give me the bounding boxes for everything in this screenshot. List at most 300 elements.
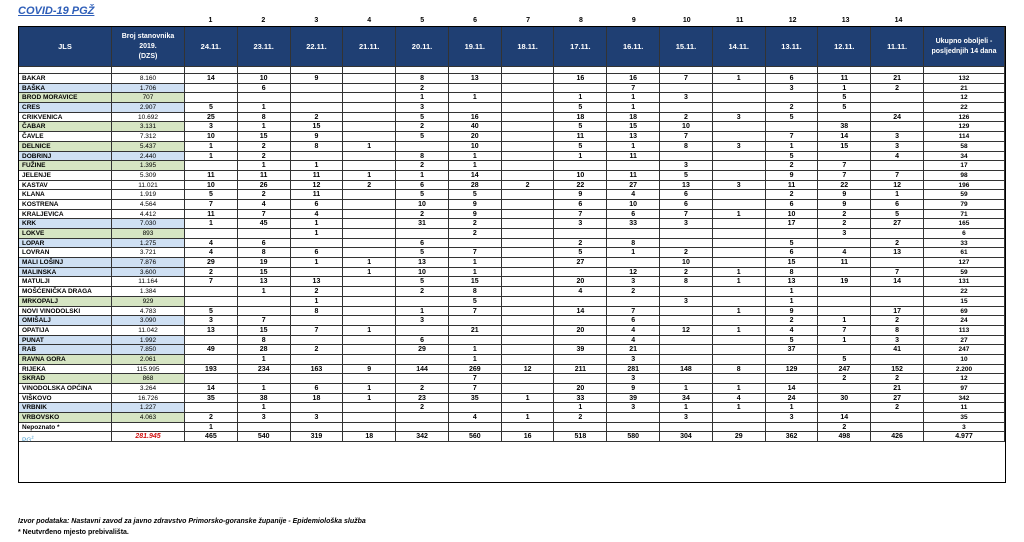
- day-cell: 2: [871, 403, 924, 413]
- total-cell: 98: [924, 171, 1005, 181]
- day-cell: 2: [238, 142, 291, 152]
- total-cell: 22: [924, 287, 1005, 297]
- total-cell: 3: [924, 423, 1005, 433]
- day-cell: 1: [713, 74, 766, 84]
- day-cell: [502, 84, 555, 94]
- day-cell: [713, 248, 766, 258]
- day-cell: 14: [185, 74, 238, 84]
- day-cell: 2: [766, 161, 819, 171]
- day-cell: 7: [238, 210, 291, 220]
- day-cell: 12: [291, 181, 344, 191]
- day-cell: [554, 423, 607, 433]
- day-cell: 6: [871, 200, 924, 210]
- day-cell: 1: [291, 297, 344, 307]
- day-cell: [343, 229, 396, 239]
- header-gap-cell: [449, 67, 502, 74]
- day-cell: 2: [449, 219, 502, 229]
- day-cell: 10: [554, 171, 607, 181]
- day-cell: 27: [607, 181, 660, 191]
- day-cell: 7: [449, 374, 502, 384]
- day-cell: 5: [185, 307, 238, 317]
- day-cell: 8: [607, 239, 660, 249]
- day-cell: 10: [238, 74, 291, 84]
- day-cell: [185, 297, 238, 307]
- day-cell: 14: [818, 132, 871, 142]
- day-cell: 2: [818, 423, 871, 433]
- total-cell: 22: [924, 103, 1005, 113]
- jls-name: BAŠKA: [19, 84, 112, 94]
- total-cell: 10: [924, 355, 1005, 365]
- day-cell: 8: [871, 326, 924, 336]
- day-cell: 27: [871, 394, 924, 404]
- day-cell: 35: [185, 394, 238, 404]
- day-cell: 1: [660, 384, 713, 394]
- day-cell: [607, 423, 660, 433]
- day-cell: [291, 423, 344, 433]
- day-cell: 41: [871, 345, 924, 355]
- day-cell: [766, 122, 819, 132]
- day-cell: 2: [660, 113, 713, 123]
- day-cell: 5: [554, 248, 607, 258]
- day-cell: [502, 355, 555, 365]
- jls-name: LOVRAN: [19, 248, 112, 258]
- day-cell: 8: [238, 113, 291, 123]
- day-cell: [502, 258, 555, 268]
- day-cell: 1: [713, 307, 766, 317]
- header-date: 16.11.: [607, 27, 660, 67]
- column-number: 9: [631, 17, 636, 24]
- day-cell: [871, 258, 924, 268]
- day-cell: 1: [343, 326, 396, 336]
- day-cell: 22: [554, 181, 607, 191]
- day-cell: 17: [766, 219, 819, 229]
- column-number: 6: [473, 17, 478, 24]
- day-cell: 11: [818, 258, 871, 268]
- header-date: 12.11.: [818, 27, 871, 67]
- day-cell: [660, 229, 713, 239]
- day-cell: [713, 122, 766, 132]
- day-cell: [343, 152, 396, 162]
- header-date: 18.11.: [502, 27, 555, 67]
- day-cell: [713, 229, 766, 239]
- day-cell: 3: [713, 181, 766, 191]
- day-cell: [607, 297, 660, 307]
- totals-day-cell: 426: [871, 432, 924, 442]
- day-cell: 6: [660, 200, 713, 210]
- day-cell: [185, 355, 238, 365]
- day-cell: 1: [766, 403, 819, 413]
- population-cell: 1.395: [112, 161, 185, 171]
- population-cell: 1.992: [112, 336, 185, 346]
- header-gap-cell: [554, 67, 607, 74]
- total-cell: 11: [924, 403, 1005, 413]
- total-cell: 71: [924, 210, 1005, 220]
- day-cell: 234: [238, 365, 291, 375]
- day-cell: 1: [449, 258, 502, 268]
- day-cell: [502, 113, 555, 123]
- day-cell: 6: [766, 74, 819, 84]
- day-cell: [502, 316, 555, 326]
- day-cell: [871, 122, 924, 132]
- day-cell: 24: [871, 113, 924, 123]
- day-cell: 10: [396, 268, 449, 278]
- day-cell: [713, 345, 766, 355]
- day-cell: 2: [554, 413, 607, 423]
- day-cell: 9: [554, 190, 607, 200]
- day-cell: 6: [238, 84, 291, 94]
- header-date: 23.11.: [238, 27, 291, 67]
- day-cell: 14: [766, 384, 819, 394]
- day-cell: [238, 374, 291, 384]
- day-cell: 27: [871, 219, 924, 229]
- day-cell: 16: [607, 74, 660, 84]
- totals-day-cell: 362: [766, 432, 819, 442]
- jls-name: ČAVLE: [19, 132, 112, 142]
- day-cell: [766, 355, 819, 365]
- day-cell: 3: [818, 229, 871, 239]
- day-cell: 5: [396, 277, 449, 287]
- total-cell: 165: [924, 219, 1005, 229]
- header-date: 19.11.: [449, 27, 502, 67]
- day-cell: [396, 423, 449, 433]
- day-cell: 1: [185, 152, 238, 162]
- day-cell: 14: [871, 277, 924, 287]
- population-cell: 5.437: [112, 142, 185, 152]
- day-cell: 7: [660, 210, 713, 220]
- day-cell: 5: [766, 152, 819, 162]
- day-cell: 7: [660, 132, 713, 142]
- day-cell: [343, 93, 396, 103]
- day-cell: [871, 287, 924, 297]
- day-cell: [343, 103, 396, 113]
- day-cell: 1: [607, 142, 660, 152]
- day-cell: 13: [185, 326, 238, 336]
- day-cell: 6: [396, 336, 449, 346]
- day-cell: [660, 345, 713, 355]
- jls-name: KRALJEVICA: [19, 210, 112, 220]
- day-cell: 6: [291, 248, 344, 258]
- day-cell: [396, 355, 449, 365]
- day-cell: 38: [238, 394, 291, 404]
- jls-name: RIJEKA: [19, 365, 112, 375]
- day-cell: 11: [607, 152, 660, 162]
- day-cell: 1: [449, 152, 502, 162]
- day-cell: 2: [871, 374, 924, 384]
- day-cell: 11: [766, 181, 819, 191]
- day-cell: [660, 287, 713, 297]
- day-cell: [502, 74, 555, 84]
- day-cell: 1: [291, 229, 344, 239]
- jls-name: PUNAT: [19, 336, 112, 346]
- day-cell: [818, 113, 871, 123]
- day-cell: 4: [818, 248, 871, 258]
- column-number: 3: [314, 17, 319, 24]
- day-cell: [502, 200, 555, 210]
- totals-day-cell: 319: [291, 432, 344, 442]
- day-cell: [291, 103, 344, 113]
- day-cell: [607, 229, 660, 239]
- day-cell: 15: [291, 122, 344, 132]
- day-cell: [713, 413, 766, 423]
- day-cell: 1: [185, 219, 238, 229]
- day-cell: [554, 336, 607, 346]
- population-cell: 4.783: [112, 307, 185, 317]
- day-cell: [291, 84, 344, 94]
- day-cell: [343, 413, 396, 423]
- day-cell: 1: [713, 277, 766, 287]
- day-cell: 18: [554, 113, 607, 123]
- day-cell: 15: [238, 268, 291, 278]
- day-cell: [291, 239, 344, 249]
- jls-name: BROD MORAVICE: [19, 93, 112, 103]
- day-cell: 4: [449, 413, 502, 423]
- day-cell: [660, 316, 713, 326]
- day-cell: [713, 152, 766, 162]
- day-cell: 8: [291, 307, 344, 317]
- day-cell: [291, 316, 344, 326]
- day-cell: [871, 423, 924, 433]
- day-cell: 21: [871, 74, 924, 84]
- day-cell: [343, 84, 396, 94]
- jls-name: VIŠKOVO: [19, 394, 112, 404]
- day-cell: [343, 113, 396, 123]
- day-cell: 7: [871, 171, 924, 181]
- day-cell: 3: [660, 93, 713, 103]
- day-cell: 7: [766, 132, 819, 142]
- day-cell: 49: [185, 345, 238, 355]
- day-cell: 3: [607, 355, 660, 365]
- day-cell: [502, 384, 555, 394]
- day-cell: [343, 403, 396, 413]
- day-cell: [291, 355, 344, 365]
- day-cell: [713, 171, 766, 181]
- day-cell: [185, 336, 238, 346]
- population-cell: 3.090: [112, 316, 185, 326]
- day-cell: [713, 336, 766, 346]
- day-cell: 4: [238, 200, 291, 210]
- day-cell: 2: [607, 287, 660, 297]
- day-cell: [502, 268, 555, 278]
- day-cell: 2: [871, 239, 924, 249]
- day-cell: 21: [449, 326, 502, 336]
- jls-name: Nepoznato *: [19, 423, 112, 433]
- day-cell: 9: [291, 74, 344, 84]
- column-number: 5: [420, 17, 425, 24]
- day-cell: [343, 74, 396, 84]
- day-cell: [660, 239, 713, 249]
- day-cell: 3: [238, 413, 291, 423]
- day-cell: 8: [238, 248, 291, 258]
- day-cell: 33: [554, 394, 607, 404]
- day-cell: 11: [554, 132, 607, 142]
- jls-name: OPATIJA: [19, 326, 112, 336]
- day-cell: 5: [554, 103, 607, 113]
- day-cell: [713, 84, 766, 94]
- day-cell: 37: [766, 345, 819, 355]
- day-cell: [607, 258, 660, 268]
- day-cell: [185, 229, 238, 239]
- day-cell: 19: [238, 258, 291, 268]
- day-cell: [291, 374, 344, 384]
- header-gap-cell: [112, 67, 185, 74]
- jls-name: MALI LOŠINJ: [19, 258, 112, 268]
- column-number: 13: [841, 17, 850, 24]
- header-date: 24.11.: [185, 27, 238, 67]
- day-cell: 2: [343, 181, 396, 191]
- day-cell: 8: [660, 277, 713, 287]
- day-cell: 25: [185, 113, 238, 123]
- day-cell: 281: [607, 365, 660, 375]
- day-cell: 29: [396, 345, 449, 355]
- day-cell: [713, 161, 766, 171]
- day-cell: 4: [291, 210, 344, 220]
- total-cell: 6: [924, 229, 1005, 239]
- day-cell: 18: [607, 113, 660, 123]
- day-cell: [343, 132, 396, 142]
- day-cell: 20: [554, 277, 607, 287]
- day-cell: 1: [554, 152, 607, 162]
- population-cell: 16.726: [112, 394, 185, 404]
- day-cell: 7: [871, 268, 924, 278]
- day-cell: 247: [818, 365, 871, 375]
- population-cell: 4.412: [112, 210, 185, 220]
- day-cell: 2: [291, 113, 344, 123]
- day-cell: [343, 122, 396, 132]
- total-cell: 69: [924, 307, 1005, 317]
- day-cell: 1: [766, 142, 819, 152]
- day-cell: 20: [554, 326, 607, 336]
- jls-name: LOKVE: [19, 229, 112, 239]
- day-cell: [713, 132, 766, 142]
- day-cell: 17: [871, 307, 924, 317]
- day-cell: 3: [871, 142, 924, 152]
- jls-name: NOVI VINODOLSKI: [19, 307, 112, 317]
- day-cell: [713, 93, 766, 103]
- population-cell: 1.275: [112, 239, 185, 249]
- day-cell: 5: [660, 171, 713, 181]
- day-cell: 8: [291, 142, 344, 152]
- day-cell: [343, 336, 396, 346]
- jls-name: SKRAD: [19, 374, 112, 384]
- day-cell: 2: [396, 161, 449, 171]
- day-cell: 19: [818, 277, 871, 287]
- totals-day-cell: 16: [502, 432, 555, 442]
- day-cell: 21: [607, 345, 660, 355]
- population-cell: 707: [112, 93, 185, 103]
- day-cell: 2: [871, 316, 924, 326]
- day-cell: [238, 423, 291, 433]
- day-cell: 1: [238, 161, 291, 171]
- header-population-line: Broj stanovnika: [121, 32, 175, 40]
- day-cell: 10: [766, 210, 819, 220]
- column-number: 14: [894, 17, 903, 24]
- day-cell: 2: [396, 384, 449, 394]
- day-cell: 22: [818, 181, 871, 191]
- day-cell: 6: [607, 316, 660, 326]
- day-cell: [871, 93, 924, 103]
- day-cell: 4: [185, 239, 238, 249]
- day-cell: 211: [554, 365, 607, 375]
- day-cell: 12: [607, 268, 660, 278]
- population-cell: 868: [112, 374, 185, 384]
- day-cell: [185, 403, 238, 413]
- day-cell: [291, 152, 344, 162]
- day-cell: [502, 326, 555, 336]
- day-cell: 5: [396, 190, 449, 200]
- day-cell: 24: [766, 394, 819, 404]
- day-cell: [185, 84, 238, 94]
- jls-name: CRIKVENICA: [19, 113, 112, 123]
- totals-day-cell: 304: [660, 432, 713, 442]
- jls-name: KOSTRENA: [19, 200, 112, 210]
- totals-day-cell: 540: [238, 432, 291, 442]
- day-cell: 20: [554, 384, 607, 394]
- day-cell: 6: [766, 248, 819, 258]
- day-cell: [502, 374, 555, 384]
- day-cell: 10: [449, 142, 502, 152]
- jls-name: FUŽINE: [19, 161, 112, 171]
- day-cell: 7: [449, 248, 502, 258]
- header-total-line: posljednjih 14 dana: [931, 47, 997, 55]
- day-cell: 11: [185, 210, 238, 220]
- day-cell: [343, 423, 396, 433]
- day-cell: 1: [343, 171, 396, 181]
- day-cell: 11: [185, 171, 238, 181]
- day-cell: 1: [554, 403, 607, 413]
- day-cell: [818, 345, 871, 355]
- day-cell: [238, 93, 291, 103]
- day-cell: 7: [607, 84, 660, 94]
- totals-label: [19, 432, 112, 442]
- day-cell: 16: [554, 74, 607, 84]
- day-cell: 15: [818, 142, 871, 152]
- day-cell: [818, 239, 871, 249]
- day-cell: [449, 316, 502, 326]
- day-cell: [502, 132, 555, 142]
- day-cell: [713, 423, 766, 433]
- day-cell: [818, 287, 871, 297]
- day-cell: [502, 171, 555, 181]
- day-cell: 1: [502, 394, 555, 404]
- day-cell: 9: [818, 190, 871, 200]
- total-cell: 33: [924, 239, 1005, 249]
- day-cell: 16: [449, 113, 502, 123]
- day-cell: [502, 336, 555, 346]
- totals-day-cell: 29: [713, 432, 766, 442]
- day-cell: 3: [660, 413, 713, 423]
- day-cell: 1: [713, 403, 766, 413]
- day-cell: [607, 161, 660, 171]
- day-cell: 1: [713, 384, 766, 394]
- population-cell: 929: [112, 297, 185, 307]
- day-cell: 1: [343, 258, 396, 268]
- day-cell: [502, 161, 555, 171]
- day-cell: 2: [502, 181, 555, 191]
- totals-day-cell: 518: [554, 432, 607, 442]
- day-cell: 12: [871, 181, 924, 191]
- day-cell: 3: [607, 374, 660, 384]
- population-cell: 3.600: [112, 268, 185, 278]
- day-cell: 9: [766, 307, 819, 317]
- day-cell: [291, 403, 344, 413]
- day-cell: 1: [343, 142, 396, 152]
- day-cell: 4: [607, 326, 660, 336]
- day-cell: [238, 307, 291, 317]
- total-cell: 24: [924, 316, 1005, 326]
- day-cell: 40: [449, 122, 502, 132]
- day-cell: 2: [818, 374, 871, 384]
- header-population: [112, 27, 185, 67]
